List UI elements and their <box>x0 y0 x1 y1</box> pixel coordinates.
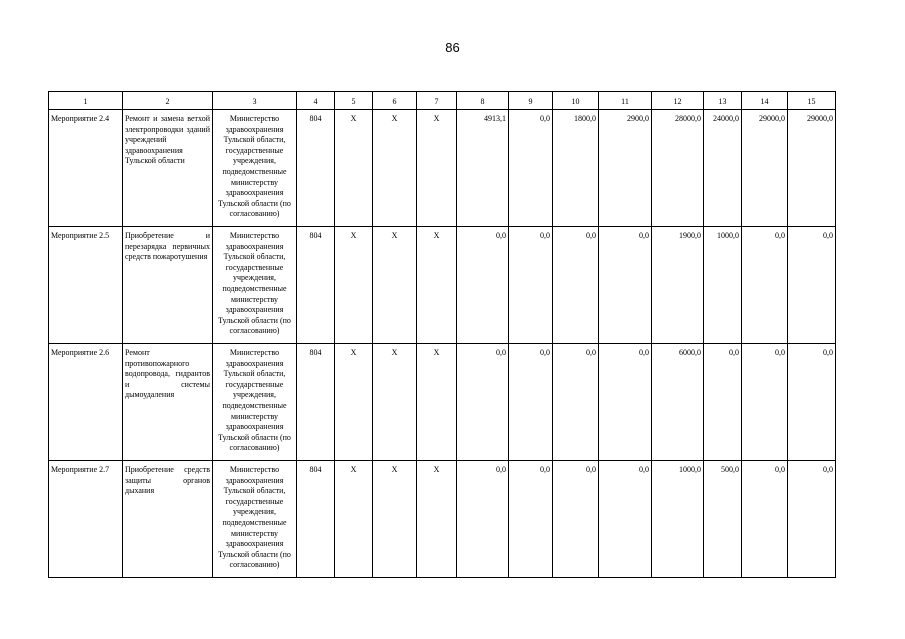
cell-col12: 1000,0 <box>652 461 704 578</box>
cell-col13: 1000,0 <box>704 227 742 344</box>
cell-col12: 6000,0 <box>652 344 704 461</box>
cell-col5: X <box>335 344 373 461</box>
cell-col7: X <box>417 110 457 227</box>
cell-col8: 0,0 <box>457 227 509 344</box>
cell-col13: 500,0 <box>704 461 742 578</box>
cell-col12: 28000,0 <box>652 110 704 227</box>
column-number: 7 <box>417 92 457 110</box>
cell-col6: X <box>373 110 417 227</box>
measure-executor: Министерство здравоохранения Тульской области, государственные учреждения, подведомственные министерству здравоохранения Тульской области (по согласованию) <box>213 110 297 227</box>
table-row <box>49 461 836 578</box>
budget-code: 804 <box>297 344 335 461</box>
cell-col14: 0,0 <box>742 227 788 344</box>
cell-col15: 29000,0 <box>788 110 836 227</box>
cell-col7: X <box>417 227 457 344</box>
cell-col9: 0,0 <box>509 110 553 227</box>
column-number: 11 <box>599 92 652 110</box>
cell-col5: X <box>335 110 373 227</box>
measure-name: Мероприятие 2.7 <box>49 461 123 578</box>
cell-col13: 24000,0 <box>704 110 742 227</box>
column-number: 13 <box>704 92 742 110</box>
cell-col5: X <box>335 461 373 578</box>
cell-col11: 0,0 <box>599 344 652 461</box>
cell-col5: X <box>335 227 373 344</box>
column-number: 15 <box>788 92 836 110</box>
cell-col8: 0,0 <box>457 461 509 578</box>
cell-col8: 0,0 <box>457 344 509 461</box>
cell-col7: X <box>417 461 457 578</box>
page-number: 86 <box>445 40 460 55</box>
measure-description: Приобретение и перезарядка первичных средств пожаротушения <box>123 227 213 344</box>
column-number: 8 <box>457 92 509 110</box>
column-number: 10 <box>553 92 599 110</box>
column-number: 4 <box>297 92 335 110</box>
cell-col15: 0,0 <box>788 227 836 344</box>
cell-col15: 0,0 <box>788 461 836 578</box>
column-number: 14 <box>742 92 788 110</box>
cell-col12: 1900,0 <box>652 227 704 344</box>
cell-col9: 0,0 <box>509 344 553 461</box>
cell-col8: 4913,1 <box>457 110 509 227</box>
cell-col11: 0,0 <box>599 461 652 578</box>
cell-col9: 0,0 <box>509 461 553 578</box>
measure-name: Мероприятие 2.4 <box>49 110 123 227</box>
cell-col10: 1800,0 <box>553 110 599 227</box>
cell-col6: X <box>373 227 417 344</box>
cell-col9: 0,0 <box>509 227 553 344</box>
column-number: 5 <box>335 92 373 110</box>
measure-name: Мероприятие 2.6 <box>49 344 123 461</box>
column-number: 12 <box>652 92 704 110</box>
measure-executor: Министерство здравоохранения Тульской области, государственные учреждения, подведомственные министерству здравоохранения Тульской области (по согласованию) <box>213 461 297 578</box>
measure-description: Приобретение средств защиты органов дыхания <box>123 461 213 578</box>
measure-name: Мероприятие 2.5 <box>49 227 123 344</box>
cell-col6: X <box>373 344 417 461</box>
cell-col6: X <box>373 461 417 578</box>
column-number: 2 <box>123 92 213 110</box>
measure-description: Ремонт противопожарного водопровода, гидрантов и системы дымоудаления <box>123 344 213 461</box>
cell-col14: 29000,0 <box>742 110 788 227</box>
budget-code: 804 <box>297 461 335 578</box>
measure-description: Ремонт и замена ветхой электропроводки зданий учреждений здравоохранения Тульской области <box>123 110 213 227</box>
column-number: 1 <box>49 92 123 110</box>
measures-table <box>48 91 836 578</box>
table-row <box>49 344 836 461</box>
table-row <box>49 227 836 344</box>
cell-col10: 0,0 <box>553 344 599 461</box>
cell-col14: 0,0 <box>742 344 788 461</box>
measure-executor: Министерство здравоохранения Тульской области, государственные учреждения, подведомственные министерству здравоохранения Тульской области (по согласованию) <box>213 227 297 344</box>
column-number-row <box>49 92 836 110</box>
cell-col14: 0,0 <box>742 461 788 578</box>
budget-code: 804 <box>297 227 335 344</box>
cell-col11: 0,0 <box>599 227 652 344</box>
column-number: 9 <box>509 92 553 110</box>
cell-col11: 2900,0 <box>599 110 652 227</box>
cell-col13: 0,0 <box>704 344 742 461</box>
cell-col15: 0,0 <box>788 344 836 461</box>
cell-col7: X <box>417 344 457 461</box>
table-row <box>49 110 836 227</box>
cell-col10: 0,0 <box>553 227 599 344</box>
measure-executor: Министерство здравоохранения Тульской области, государственные учреждения, подведомственные министерству здравоохранения Тульской области (по согласованию) <box>213 344 297 461</box>
column-number: 3 <box>213 92 297 110</box>
cell-col10: 0,0 <box>553 461 599 578</box>
column-number: 6 <box>373 92 417 110</box>
budget-code: 804 <box>297 110 335 227</box>
